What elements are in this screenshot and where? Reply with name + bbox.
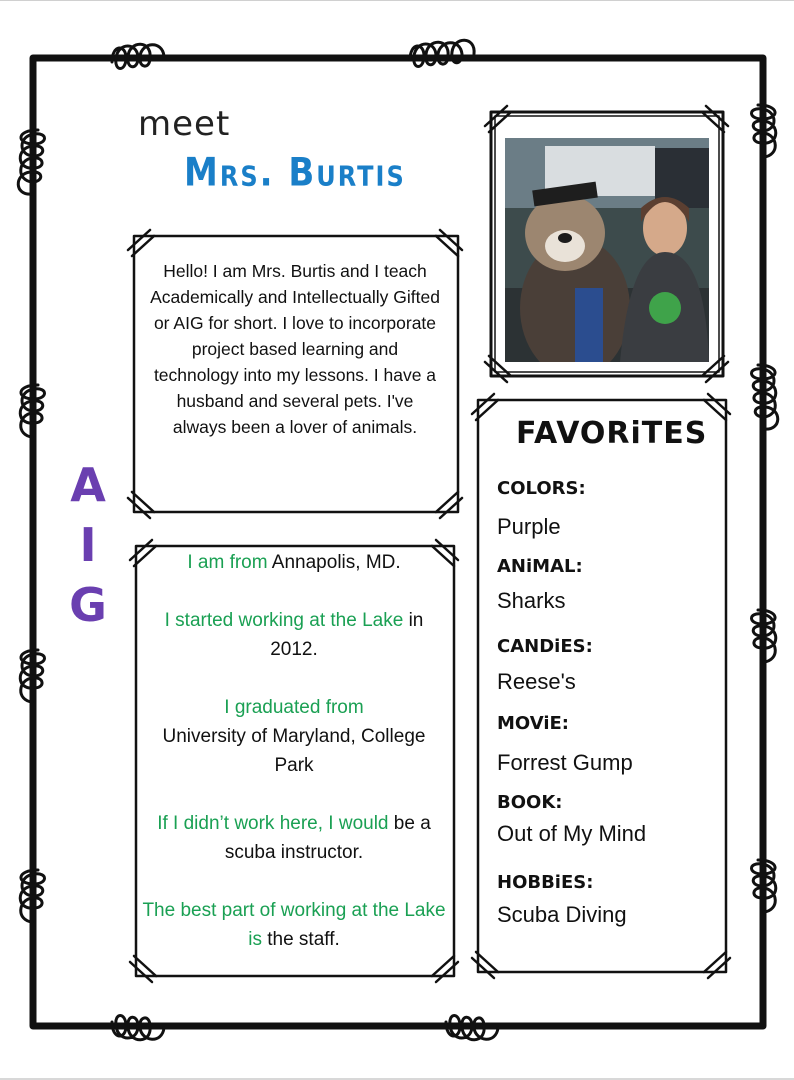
aig-vertical-letters	[66, 455, 110, 635]
fact-prompt: I graduated from	[224, 697, 364, 718]
fact-hometown	[142, 548, 446, 577]
fact-alt-career	[142, 809, 446, 867]
fact-answer: University of Maryland, College Park	[162, 726, 426, 776]
fact-prompt: The best part of working at the Lake is	[142, 900, 446, 950]
favorite-value-animal: Sharks	[497, 588, 566, 613]
meet-heading: meet	[138, 104, 231, 144]
bio-text: Hello! I am Mrs. Burtis and I teach Academically and Intellectually Gifted or AIG for short. I love to incorporate project based learning and technology into my lessons. I have a husband and several pets. I've always been a lover of animals.	[150, 261, 440, 437]
aig-letter-i: I	[79, 518, 97, 572]
fact-college	[142, 693, 446, 780]
fact-prompt: If I didn’t work here, I would	[157, 813, 389, 834]
aig-letter-a: A	[70, 458, 106, 512]
fact-answer: be a scuba instructor.	[224, 813, 431, 863]
fact-answer: the staff.	[261, 929, 340, 950]
fact-start-year	[142, 606, 446, 664]
favorite-label-candies: CANDiES:	[497, 636, 593, 657]
favorite-value-movie: Forrest Gump	[497, 750, 633, 775]
favorite-label-colors: COLORS:	[497, 478, 586, 499]
favorite-value-colors: Purple	[497, 514, 561, 539]
fact-prompt: I am from	[187, 552, 268, 573]
favorite-label-book: BOOK:	[497, 792, 563, 813]
fact-best-part	[142, 896, 446, 954]
fact-prompt: I started working at the Lake	[164, 610, 404, 631]
facts-list	[142, 548, 446, 983]
favorite-label-movie: MOViE:	[497, 713, 570, 734]
aig-letter-g: G	[69, 578, 107, 632]
favorite-label-hobbies: HOBBiES:	[497, 872, 594, 893]
teacher-name: Mrs. Burtis	[184, 150, 406, 196]
teacher-photo	[505, 138, 709, 362]
favorite-label-animal: ANiMAL:	[497, 556, 583, 577]
favorites-title: FAVORiTES	[516, 416, 708, 451]
favorite-value-hobbies: Scuba Diving	[497, 902, 627, 927]
favorite-value-candies: Reese's	[497, 669, 576, 694]
fact-answer: Annapolis, MD.	[267, 552, 401, 573]
fact-answer: in 2012.	[270, 610, 424, 660]
favorite-value-book: Out of My Mind	[497, 821, 647, 846]
